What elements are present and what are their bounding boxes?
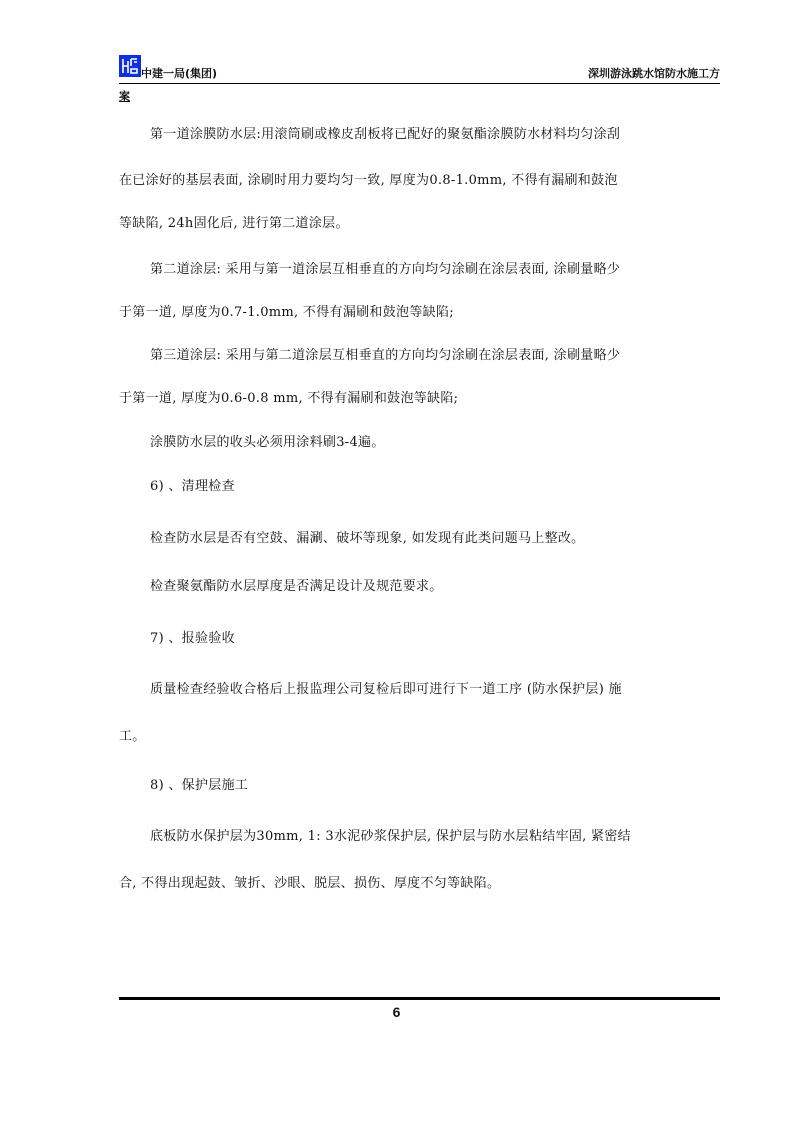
text-line: 7) 、报验验收 — [150, 631, 235, 646]
text-line: 第三道涂层: 采用与第二道涂层互相垂直的方向均匀涂刷在涂层表面, 涂刷量略少 — [150, 348, 621, 363]
page-number: 6 — [392, 1004, 401, 1020]
page-header — [119, 55, 720, 84]
text-line: 8) 、保护层施工 — [150, 778, 249, 793]
company-name: 中建一局(集团) — [141, 67, 218, 80]
text-line: 第二道涂层: 采用与第一道涂层互相垂直的方向均匀涂刷在涂层表面, 涂刷量略少 — [150, 262, 621, 277]
text-line: 6) 、清理检查 — [150, 479, 235, 494]
document-title-continuation: 案 — [119, 90, 130, 103]
text-line: 底板防水保护层为30mm, 1: 3水泥砂浆保护层, 保护层与防水层粘结牢固, 紧密结 — [150, 829, 631, 844]
text-line: 检查聚氨酯防水层厚度是否满足设计及规范要求。 — [150, 579, 443, 594]
text-line: 检查防水层是否有空鼓、漏涮、破坏等现象, 如发现有此类问题马上整改。 — [150, 531, 585, 546]
text-line: 质量检查经验收合格后上报监理公司复检后即可进行下一道工序 (防水保护层) 施 — [150, 682, 622, 697]
text-line: 工。 — [119, 729, 146, 744]
footer-divider — [119, 997, 720, 1000]
text-line: 于第一道, 厚度为0.6-0.8 mm, 不得有漏刷和鼓泡等缺陷; — [119, 391, 459, 406]
text-line: 等缺陷, 24h固化后, 进行第二道涂层。 — [119, 216, 349, 231]
text-line: 在已涂好的基层表面, 涂刷时用力要均匀一致, 厚度为0.8-1.0mm, 不得有漏刷和鼓泡 — [119, 173, 618, 188]
document-title: 深圳游泳跳水馆防水施工方 — [588, 67, 720, 80]
text-line: 涂膜防水层的收头必须用涂料刷3-4遍。 — [150, 435, 385, 450]
text-line: 于第一道, 厚度为0.7-1.0mm, 不得有漏刷和鼓泡等缺陷; — [119, 305, 454, 320]
text-line: 第一道涂膜防水层:用滚筒刷或橡皮刮板将已配好的聚氨酯涂膜防水材料均匀涂刮 — [150, 127, 621, 142]
company-logo-icon — [119, 55, 141, 77]
text-line: 合, 不得出现起鼓、皱折、沙眼、脱层、损伤、厚度不匀等缺陷。 — [119, 876, 501, 891]
